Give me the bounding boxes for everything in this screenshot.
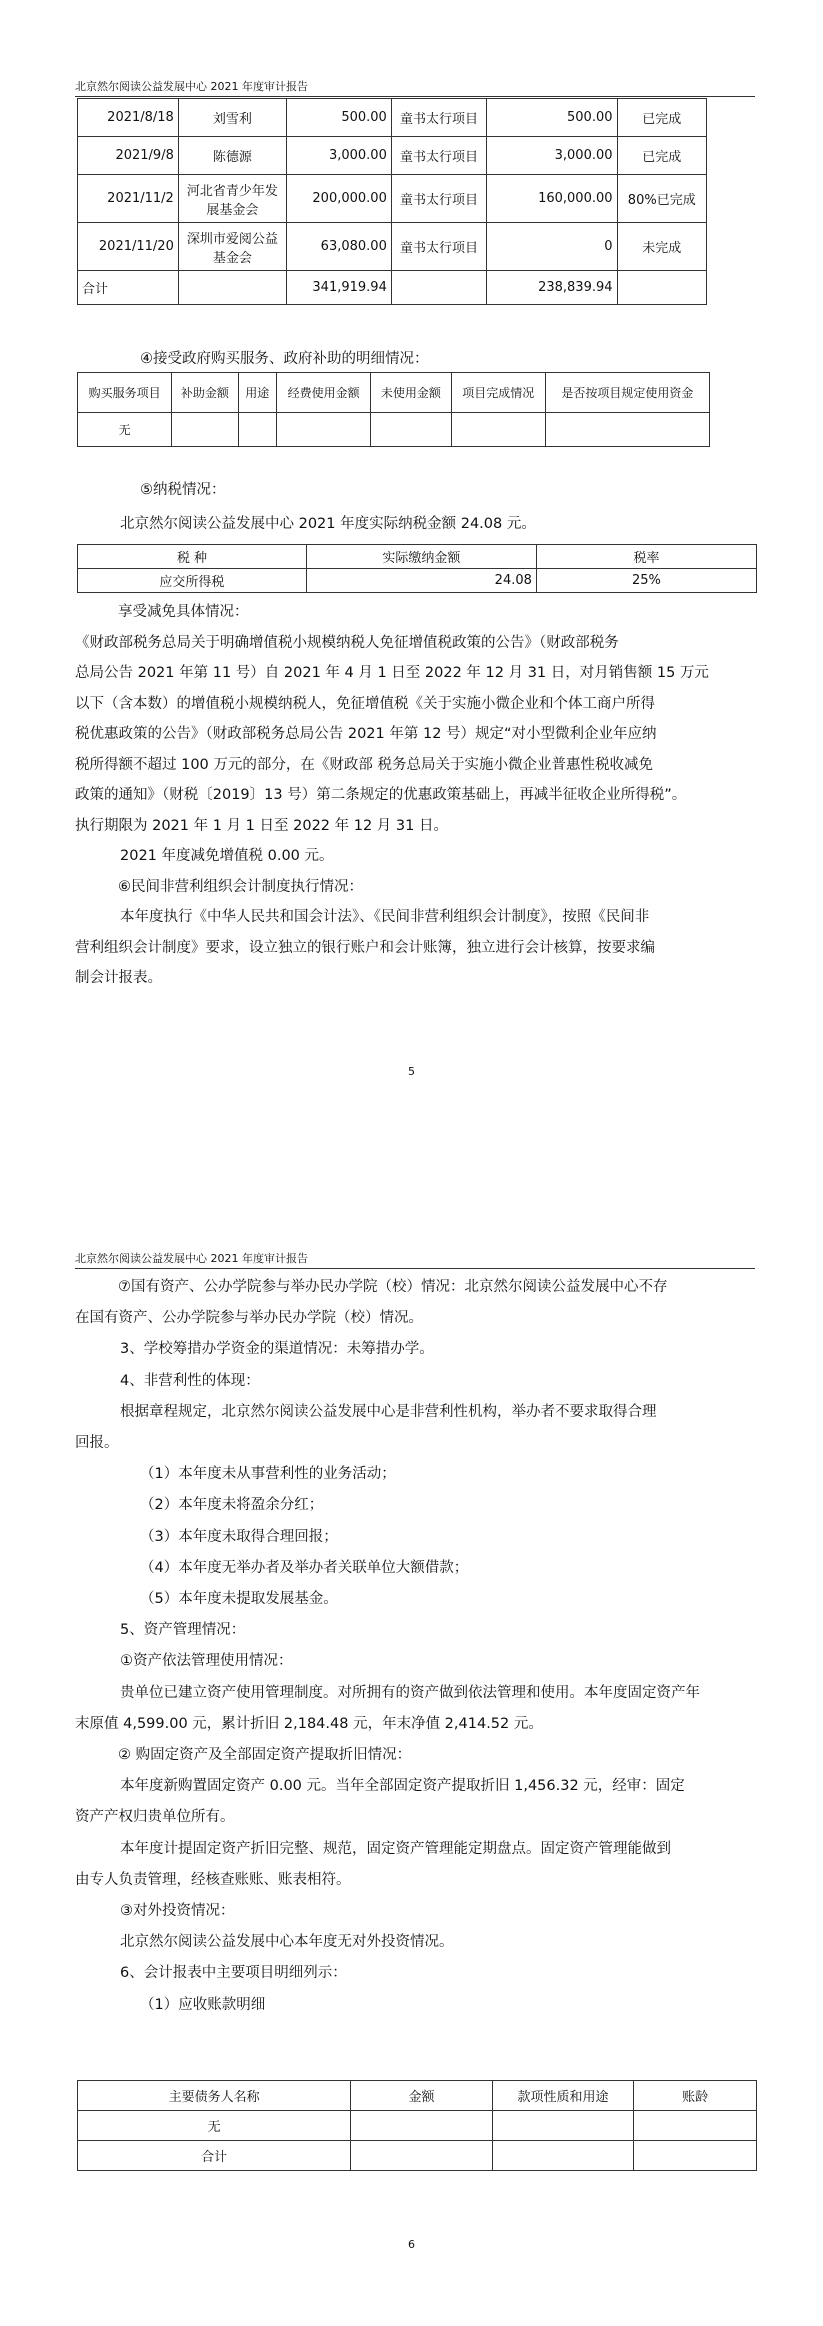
- body-line: （3）本年度未取得合理回报；: [140, 1528, 338, 1545]
- gov-header: 经费使用金额: [277, 373, 371, 413]
- donation-project: 童书太行项目: [391, 223, 486, 271]
- body-line: 在国有资产、公办学院参与举办民办学院（校）情况。: [75, 1310, 423, 1327]
- donation-amount: 500.00: [286, 99, 391, 137]
- donation-status: 未完成: [617, 223, 706, 271]
- body-line: 5、资产管理情况：: [120, 1622, 246, 1639]
- body-line: 本年度新购置固定资产 0.00 元。当年全部固定资产提取折旧 1,456.32 元，经审：固定: [120, 1778, 685, 1795]
- total-label: 合计: [78, 271, 179, 305]
- gov-cell: [172, 413, 238, 447]
- total-empty: [391, 271, 486, 305]
- body-line: （4）本年度无举办者及举办者关联单位大额借款；: [140, 1559, 469, 1576]
- body-line: 税所得额不超过 100 万元的部分，在《财政部 税务总局关于实施小微企业普惠性税收减免: [75, 756, 653, 773]
- body-line: 由专人负责管理，经核查账账、账表相符。: [75, 1871, 351, 1888]
- donation-project: 童书太行项目: [391, 175, 486, 223]
- gov-header: 补助金额: [172, 373, 238, 413]
- body-line: 本年度执行《中华人民共和国会计法》、《民间非营利组织会计制度》，按照《民间非: [120, 909, 650, 925]
- body-line: （2）本年度未将盈余分红；: [140, 1497, 324, 1514]
- tax-text: 北京然尔阅读公益发展中心 2021 年度实际纳税金额 24.08 元。: [120, 516, 536, 532]
- donation-date: 2021/11/20: [78, 223, 179, 271]
- donation-used: 0: [487, 223, 617, 271]
- donor-name: 陈德源: [178, 137, 286, 175]
- report-header-2: 北京然尔阅读公益发展中心 2021 年度审计报告: [75, 1250, 755, 1269]
- body-line: 4、非营利性的体现：: [120, 1372, 260, 1389]
- ar-cell: 无: [78, 2111, 351, 2141]
- ar-cell: [634, 2141, 757, 2171]
- gov-cell: [371, 413, 451, 447]
- tax-header: 税 种: [78, 545, 307, 569]
- body-line: 根据章程规定，北京然尔阅读公益发展中心是非营利性机构，举办者不要求取得合理: [120, 1403, 657, 1420]
- body-line: 北京然尔阅读公益发展中心本年度无对外投资情况。: [120, 1934, 454, 1951]
- ar-cell: [351, 2111, 493, 2141]
- donation-amount: 200,000.00: [286, 175, 391, 223]
- page-number-6: 6: [408, 2238, 415, 2251]
- tax-amount: 24.08: [306, 569, 536, 593]
- total-used: 238,839.94: [487, 271, 617, 305]
- gov-cell: [238, 413, 276, 447]
- report-header: 北京然尔阅读公益发展中心 2021 年度审计报告: [75, 78, 755, 97]
- receivables-table: [77, 2080, 757, 2171]
- body-line: 贵单位已建立资产使用管理制度。对所拥有的资产做到依法管理和使用。本年度固定资产年: [120, 1684, 700, 1701]
- ar-header: 账龄: [634, 2081, 757, 2111]
- ar-header: 主要债务人名称: [78, 2081, 351, 2111]
- body-line: 末原值 4,599.00 元，累计折旧 2,184.48 元，年末净值 2,414.52 元。: [75, 1715, 543, 1732]
- body-line: ⑦国有资产、公办学院参与举办民办学院（校）情况：北京然尔阅读公益发展中心不存: [118, 1279, 668, 1295]
- body-line: 营利组织会计制度》要求，设立独立的银行账户和会计账簿，独立进行会计核算，按要求编: [75, 939, 655, 956]
- ar-cell: [351, 2141, 493, 2171]
- donation-status: 80%已完成: [617, 175, 706, 223]
- donation-table: [77, 98, 707, 305]
- body-line: 6、会计报表中主要项目明细列示：: [120, 1965, 347, 1982]
- donation-row: [78, 99, 707, 137]
- body-line: 享受减免具体情况：: [118, 604, 249, 620]
- donation-project: 童书太行项目: [391, 137, 486, 175]
- gov-header: 项目完成情况: [451, 373, 545, 413]
- tax-type: 应交所得税: [78, 569, 307, 593]
- total-empty: [617, 271, 706, 305]
- body-line: 资产产权归贵单位所有。: [75, 1809, 235, 1826]
- ar-cell: [492, 2111, 634, 2141]
- gov-header: 未使用金额: [371, 373, 451, 413]
- body-line: 《财政部税务总局关于明确增值税小规模纳税人免征增值税政策的公告》（财政部税务: [75, 634, 619, 651]
- body-line: 政策的通知》（财税〔2019〕13 号）第二条规定的优惠政策基础上，再减半征收企业所得税”。: [75, 787, 687, 803]
- donation-used: 160,000.00: [487, 175, 617, 223]
- donor-name: 刘雪利: [178, 99, 286, 137]
- body-line: 2021 年度减免增值税 0.00 元。: [120, 848, 334, 864]
- gov-header: 购买服务项目: [78, 373, 172, 413]
- gov-header: 用途: [238, 373, 276, 413]
- donation-row: [78, 223, 707, 271]
- gov-cell: [451, 413, 545, 447]
- tax-table: [77, 544, 757, 593]
- ar-cell: 合计: [78, 2141, 351, 2171]
- donor-name: 深圳市爱阅公益基金会: [178, 223, 286, 271]
- body-line: （1）应收账款明细: [140, 1996, 266, 2013]
- body-line: ② 购固定资产及全部固定资产提取折旧情况：: [118, 1747, 412, 1763]
- tax-header: 实际缴纳金额: [306, 545, 536, 569]
- body-line: 回报。: [75, 1435, 119, 1451]
- body-line: 3、学校筹措办学资金的渠道情况：未筹措办学。: [120, 1341, 434, 1358]
- donation-amount: 3,000.00: [286, 137, 391, 175]
- ar-row: [78, 2141, 757, 2171]
- body-line: 总局公告 2021 年第 11 号）自 2021 年 4 月 1 日至 2022 年 12 月 31 日，对月销售额 15 万元: [75, 665, 709, 681]
- donation-status: 已完成: [617, 99, 706, 137]
- body-line: 税优惠政策的公告》（财政部税务总局公告 2021 年第 12 号）规定“对小型微利企业年应纳: [75, 726, 657, 742]
- donation-date: 2021/11/2: [78, 175, 179, 223]
- body-line: 执行期限为 2021 年 1 月 1 日至 2022 年 12 月 31 日。: [75, 817, 448, 834]
- page-number-5: 5: [408, 1065, 415, 1078]
- tax-rate: 25%: [536, 569, 756, 593]
- body-line: 本年度计提固定资产折旧完整、规范，固定资产管理能定期盘点。固定资产管理能做到: [120, 1840, 671, 1857]
- donation-date: 2021/9/8: [78, 137, 179, 175]
- gov-cell: [277, 413, 371, 447]
- body-line: 制会计报表。: [75, 970, 162, 986]
- donation-status: 已完成: [617, 137, 706, 175]
- body-line: ⑥民间非营利组织会计制度执行情况：: [118, 878, 363, 895]
- gov-cell: [545, 413, 709, 447]
- donation-total-row: [78, 271, 707, 305]
- body-line: （1）本年度未从事营利性的业务活动；: [140, 1466, 396, 1483]
- donation-amount: 63,080.00: [286, 223, 391, 271]
- body-line: ①资产依法管理使用情况：: [120, 1653, 293, 1670]
- ar-row: [78, 2111, 757, 2141]
- donation-used: 500.00: [487, 99, 617, 137]
- body-line: （5）本年度未提取发展基金。: [140, 1591, 338, 1607]
- ar-header: 款项性质和用途: [492, 2081, 634, 2111]
- tax-header: 税率: [536, 545, 756, 569]
- donation-project: 童书太行项目: [391, 99, 486, 137]
- total-empty: [178, 271, 286, 305]
- gov-header: 是否按项目规定使用资金: [545, 373, 709, 413]
- donation-row: [78, 137, 707, 175]
- body-line: ③对外投资情况：: [120, 1903, 235, 1919]
- gov-cell: 无: [78, 413, 172, 447]
- donation-row: [78, 175, 707, 223]
- ar-cell: [634, 2111, 757, 2141]
- donation-date: 2021/8/18: [78, 99, 179, 137]
- body-line: 以下（含本数）的增值税小规模纳税人，免征增值税《关于实施小微企业和个体工商户所得: [75, 695, 655, 712]
- ar-cell: [492, 2141, 634, 2171]
- ar-header: 金额: [351, 2081, 493, 2111]
- donor-name: 河北省青少年发展基金会: [178, 175, 286, 223]
- gov-title: ④接受政府购买服务、政府补助的明细情况：: [140, 351, 429, 367]
- donation-used: 3,000.00: [487, 137, 617, 175]
- gov-table: [77, 372, 710, 447]
- total-amount: 341,919.94: [286, 271, 391, 305]
- tax-title: ⑤纳税情况：: [140, 482, 226, 498]
